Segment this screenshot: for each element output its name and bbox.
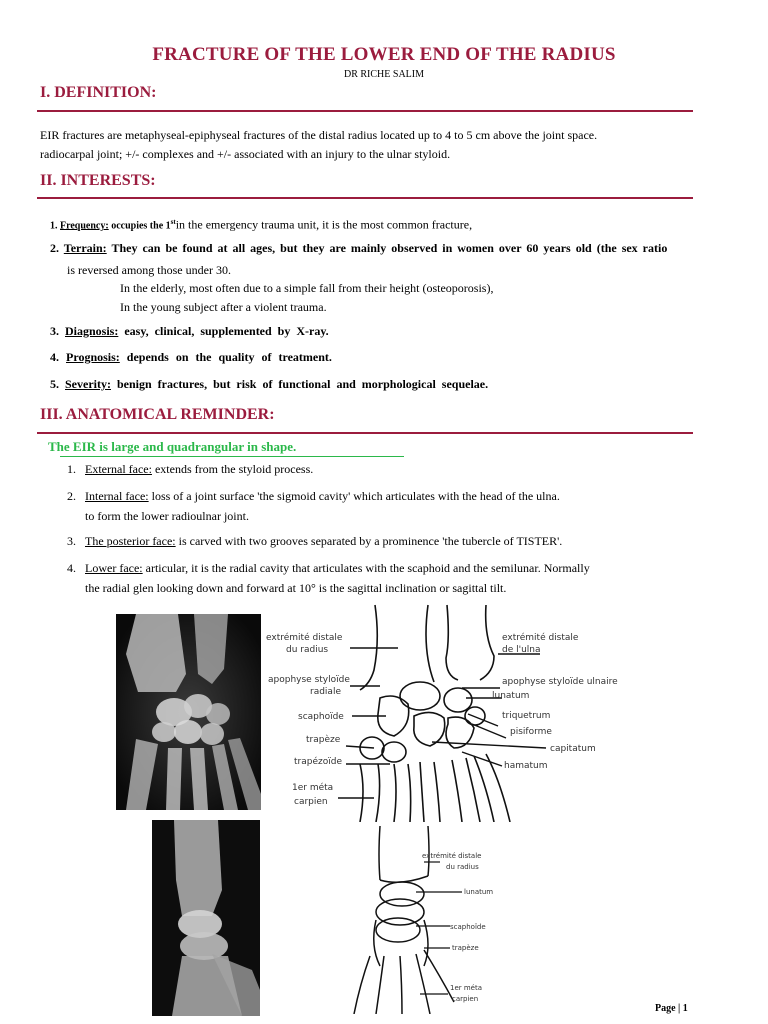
- item-label: Terrain:: [63, 241, 107, 255]
- document-title: FRACTURE OF THE LOWER END OF THE RADIUS: [152, 44, 616, 65]
- label-ulna-2: de l'ulna: [502, 645, 541, 655]
- item-text: [85, 558, 703, 579]
- label-hamatum: hamatum: [504, 761, 548, 771]
- label-trapezoide: trapézoïde: [294, 757, 342, 767]
- item-label: Frequency:: [60, 220, 109, 232]
- section-heading-anatomy: III. ANATOMICAL REMINDER:: [40, 406, 275, 423]
- anatomy-item-posterior: [67, 531, 703, 552]
- label-side-lunatum: lunatum: [464, 888, 494, 896]
- label-scaphoide: scaphoïde: [298, 712, 344, 722]
- label-styloid-radial-2: radiale: [310, 687, 341, 697]
- interest-item-prognosis: [50, 348, 768, 367]
- item-number: 4.: [50, 350, 59, 364]
- label-triquetrum: triquetrum: [502, 711, 551, 721]
- label-ulna-1: extrémité distale: [502, 633, 579, 643]
- item-text: in the emergency trauma unit, it is the most common fracture,: [175, 217, 473, 232]
- item-text: [85, 486, 703, 507]
- item-number: 1.: [67, 462, 76, 476]
- label-side-scaphoide: scaphoïde: [450, 923, 486, 931]
- item-text: easy, clinical, supplemented by X-ray.: [118, 324, 329, 338]
- item-label: The posterior face:: [85, 534, 176, 548]
- item-body: loss of a joint surface 'the sigmoid cavity' which articulates with the head of the ulna.: [148, 489, 560, 503]
- item-body: is carved with two grooves separated by a prominence 'the tubercle of TISTER'.: [175, 534, 563, 548]
- item-body: extends from the styloid process.: [151, 462, 314, 476]
- item-number: 1.: [50, 220, 58, 232]
- item-label: Prognosis:: [66, 350, 120, 364]
- item-number: 5.: [50, 377, 59, 391]
- wrist-lateral-diagram: [340, 826, 520, 1014]
- label-side-radius-1: extrémité distale: [422, 852, 482, 860]
- label-meta-2: carpien: [294, 797, 328, 807]
- item-label: Internal face:: [85, 489, 149, 503]
- item-text: They can be found at all ages, but they are mainly observed in women over 60 years old (the sex ratio: [106, 241, 668, 255]
- item-label: External face:: [85, 462, 152, 476]
- item-number: 3.: [50, 324, 59, 338]
- item-number: 2.: [67, 489, 76, 503]
- item-text: occupies the 1: [108, 220, 171, 232]
- item-text: benign fractures, but risk of functional and morphological sequelae.: [110, 377, 489, 391]
- label-capitatum: capitatum: [550, 744, 596, 754]
- item-label: Severity:: [65, 377, 111, 391]
- section-divider: [37, 197, 693, 199]
- terrain-continuation: is reversed among those under 30.: [67, 263, 231, 277]
- label-styloid-ulnar: apophyse styloïde ulnaire: [502, 677, 618, 687]
- label-styloid-radial-1: apophyse styloïde: [268, 675, 350, 685]
- subheading-text: The EIR is large and quadrangular in shape.: [48, 439, 297, 454]
- item-body: articular, it is the radial cavity that articulates with the scaphoid and the semilunar. Normally: [142, 561, 590, 575]
- item-label: Lower face:: [85, 561, 143, 575]
- interest-item-severity: [50, 375, 768, 394]
- item-continuation: the radial glen looking down and forward at 10° is the sagittal inclination or sagittal tilt.: [85, 581, 507, 595]
- label-pisiforme: pisiforme: [510, 727, 552, 737]
- author-name: DR RICHE SALIM: [343, 69, 424, 80]
- definition-line-1: EIR fractures are metaphyseal-epiphyseal fractures of the distal radius located up to 4 to 5 cm above the joint space.: [40, 128, 598, 142]
- label-trapeze: trapèze: [306, 735, 341, 745]
- interest-item-diagnosis: [50, 322, 768, 341]
- anatomy-item-external: [67, 459, 703, 480]
- label-side-meta-1: 1er méta: [450, 984, 483, 992]
- item-number: 3.: [67, 534, 76, 548]
- label-side-radius-2: du radius: [446, 863, 479, 871]
- section-heading-definition: I. DEFINITION:: [40, 84, 157, 101]
- terrain-sub-2: In the young subject after a violent trauma.: [120, 300, 327, 314]
- superscript: st: [170, 218, 176, 226]
- section-divider: [37, 110, 693, 112]
- item-text: [85, 531, 703, 552]
- anatomy-subheading: [48, 439, 296, 455]
- label-meta-1: 1er méta: [292, 783, 334, 793]
- terrain-sub-1: In the elderly, most often due to a simple fall from their height (osteoporosis),: [120, 281, 494, 295]
- anatomy-item-lower: [67, 558, 703, 600]
- definition-line-2: radiocarpal joint; +/- complexes and +/- associated with an injury to the ulnar styloid.: [40, 147, 451, 161]
- item-number: 2.: [50, 241, 59, 255]
- interest-item-frequency: [50, 213, 768, 235]
- item-text: depends on the quality of treatment.: [119, 350, 332, 364]
- subheading-underline: [60, 456, 404, 457]
- section-divider: [37, 432, 693, 434]
- label-lunatum: lunatum: [492, 691, 530, 701]
- item-label: Diagnosis:: [65, 324, 119, 338]
- label-radius-1: extrémité distale: [266, 633, 343, 643]
- section-heading-interests: II. INTERESTS:: [40, 172, 156, 189]
- label-side-meta-2: carpien: [452, 995, 479, 1003]
- wrist-frontal-diagram: [262, 600, 624, 822]
- xray-lateral-image: [152, 820, 260, 1016]
- xray-frontal-image: [116, 614, 261, 810]
- item-number: 4.: [67, 561, 76, 575]
- label-radius-2: du radius: [286, 645, 329, 655]
- label-side-trapeze: trapèze: [452, 944, 479, 952]
- item-continuation: to form the lower radioulnar joint.: [85, 509, 249, 523]
- page-number: Page | 1: [655, 1003, 688, 1014]
- interest-item-terrain: [50, 239, 768, 258]
- item-text: [85, 459, 703, 480]
- anatomy-item-internal: [67, 486, 703, 528]
